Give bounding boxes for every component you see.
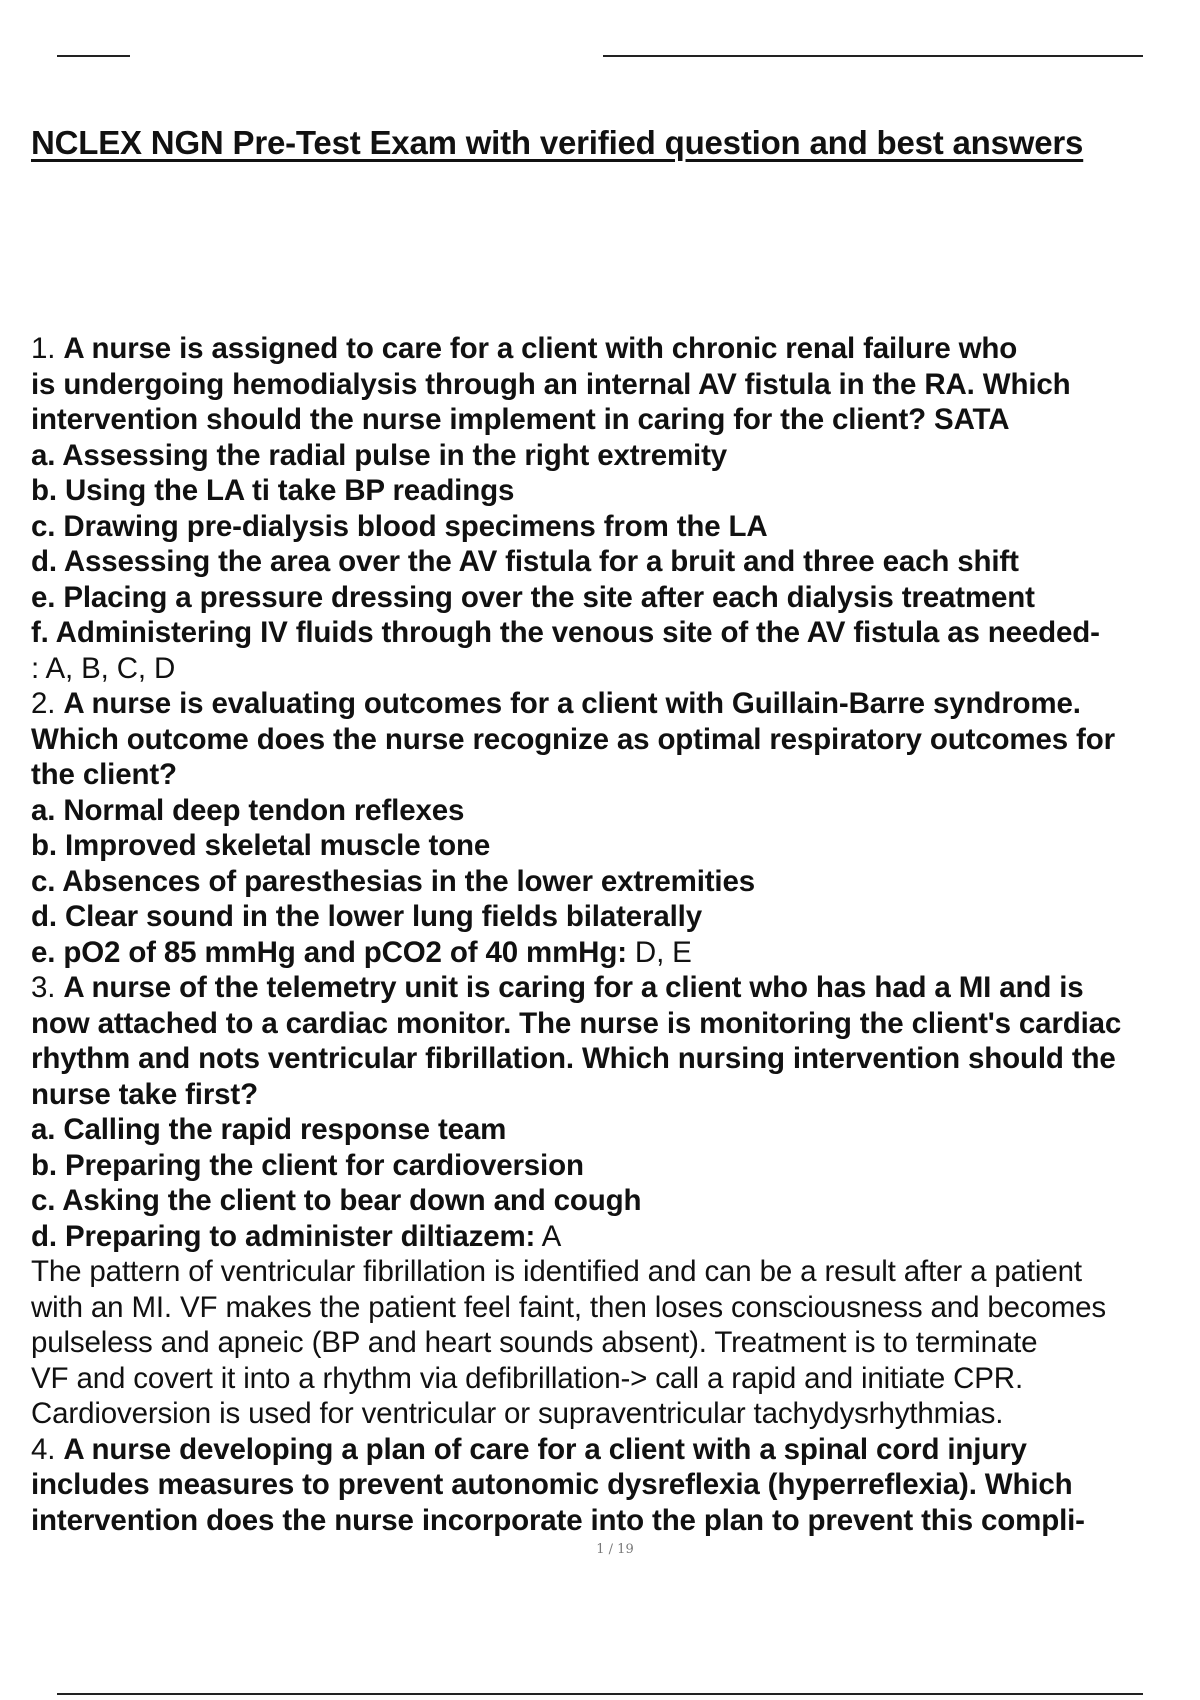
q1-option-e: e. Placing a pressure dressing over the site after each dialysis treatment (31, 580, 1035, 614)
q3-option-c: c. Asking the client to bear down and cough (31, 1184, 642, 1217)
page-number: 1 / 19 (596, 1542, 634, 1557)
header-rule-left (57, 55, 130, 57)
q2-stem-line: 2. A nurse is evaluating outcomes for a client with Guillain-Barre syndrome. (31, 687, 1081, 720)
q4-stem-line: 4. A nurse developing a plan of care for a client with a spinal cord injury (31, 1432, 1027, 1466)
q2-option-a: a. Normal deep tendon reflexes (31, 793, 465, 827)
q3-stem-line: nurse take first? (31, 1077, 258, 1111)
q2-option-e: e. pO2 of 85 mmHg and pCO2 of 40 mmHg: D, E (31, 935, 692, 969)
footer-rule (57, 1693, 1143, 1695)
q1-option-c: c. Drawing pre-dialysis blood specimens from the LA (31, 509, 768, 543)
q1-option-d: d. Assessing the area over the AV fistula for a bruit and three each shift (31, 545, 1019, 578)
q3-explanation-line: The pattern of ventricular fibrillation is identified and can be a result after a patient (31, 1255, 1082, 1288)
q2-option-b: b. Improved skeletal muscle tone (31, 829, 491, 862)
q1-option-b: b. Using the LA ti take BP readings (31, 474, 515, 507)
q1-stem-line: 1. A nurse is assigned to care for a client with chronic renal failure who (31, 332, 1018, 365)
q3-explanation-line: Cardioversion is used for ventricular or supraventricular tachydysrhythmias. (31, 1397, 1004, 1430)
q1-stem-line: is undergoing hemodialysis through an internal AV fistula in the RA. Which (31, 367, 1071, 401)
document-title: NCLEX NGN Pre-Test Exam with verified question and best answers (31, 124, 1084, 161)
document-body (31, 331, 1200, 1538)
q2-option-c: c. Absences of paresthesias in the lower extremities (31, 864, 755, 898)
q1-number: 1. (31, 332, 56, 365)
q4-stem-line: includes measures to prevent autonomic dysreflexia (hyperreflexia). Which (31, 1468, 1073, 1501)
q1-stem-line: intervention should the nurse implement in caring for the client? SATA (31, 403, 1010, 436)
q3-option-a: a. Calling the rapid response team (31, 1113, 507, 1146)
header-rule-right (603, 55, 1143, 57)
q1-answer: : A, B, C, D (31, 651, 176, 685)
q4-number: 4. (31, 1432, 56, 1466)
q3-number: 3. (31, 971, 56, 1004)
q2-option-d: d. Clear sound in the lower lung fields bilaterally (31, 900, 702, 933)
q3-option-d: d. Preparing to administer diltiazem: A (31, 1219, 562, 1253)
q2-answer: D, E (626, 935, 692, 969)
q3-stem-line: 3. A nurse of the telemetry unit is caring for a client who has had a MI and is (31, 971, 1084, 1004)
q3-stem-line: now attached to a cardiac monitor. The nurse is monitoring the client's cardiac (31, 1006, 1122, 1040)
q1-option-a: a. Assessing the radial pulse in the right extremity (31, 438, 728, 472)
q3-explanation-line: with an MI. VF makes the patient feel faint, then loses consciousness and becomes (31, 1290, 1107, 1324)
q3-explanation-line: VF and covert it into a rhythm via defibrillation-> call a rapid and initiate CPR. (31, 1361, 1023, 1395)
q3-answer: A (535, 1219, 562, 1253)
q4-stem-line: intervention does the nurse incorporate into the plan to prevent this compli- (31, 1503, 1085, 1537)
q3-option-b: b. Preparing the client for cardioversion (31, 1148, 584, 1182)
q2-stem-line: the client? (31, 758, 177, 791)
q3-stem-line: rhythm and nots ventricular fibrillation. Which nursing intervention should the (31, 1042, 1116, 1075)
q1-option-f: f. Administering IV fluids through the venous site of the AV fistula as needed- (31, 616, 1100, 649)
q2-stem-line: Which outcome does the nurse recognize as optimal respiratory outcomes for (31, 722, 1115, 756)
q2-number: 2. (31, 687, 56, 720)
q3-explanation-line: pulseless and apneic (BP and heart sounds absent). Treatment is to terminate (31, 1326, 1038, 1359)
